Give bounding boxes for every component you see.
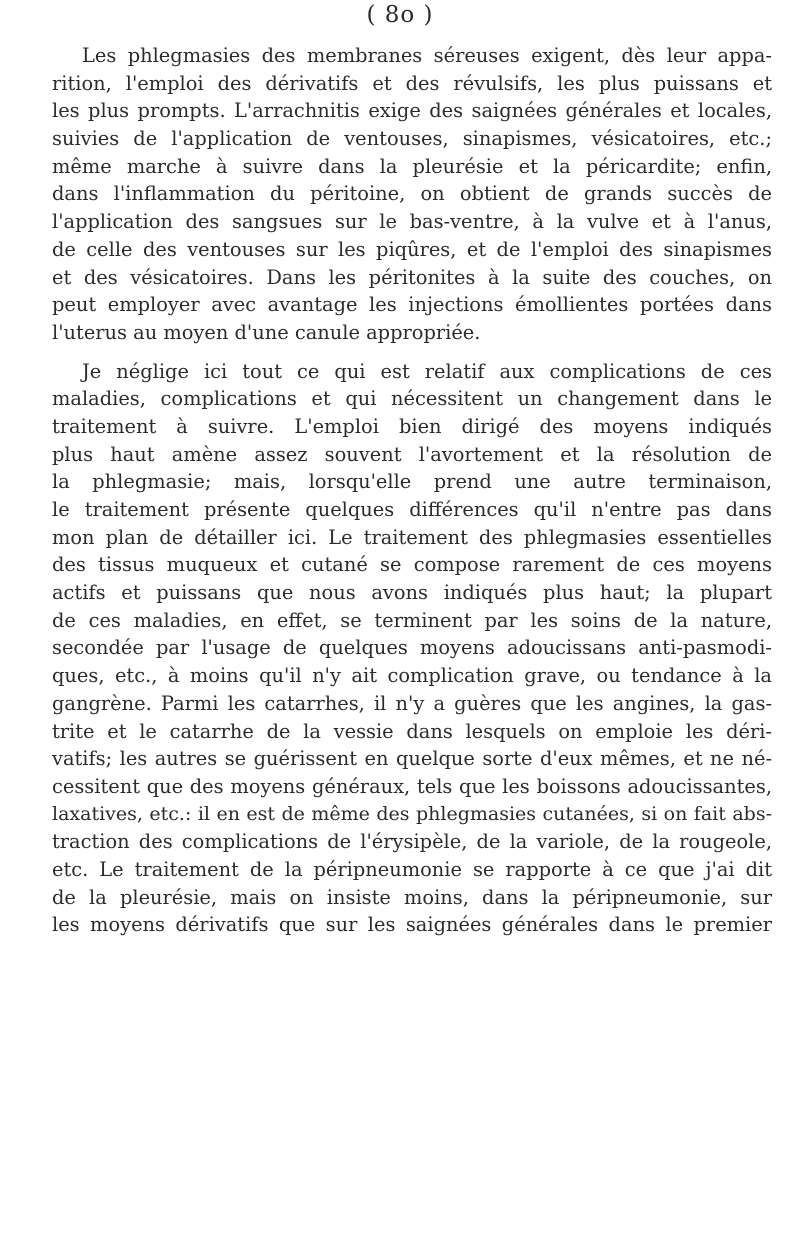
- text-line: peut employer avec avantage les injections émollientes portées dans: [52, 293, 772, 317]
- text-body: [52, 42, 772, 939]
- text-line: maladies, complications et qui nécessitent un changement dans le: [52, 387, 772, 411]
- text-line: même marche à suivre dans la pleurésie et la péricardite; enfin,: [52, 154, 772, 178]
- text-line: vatifs; les autres se guérissent en quelque sorte d'eux mêmes, et ne né-: [52, 747, 772, 771]
- text-line: actifs et puissans que nous avons indiqués plus haut; la plupart: [52, 581, 772, 605]
- text-line: rition, l'emploi des dérivatifs et des révulsifs, les plus puissans et: [52, 71, 772, 95]
- text-line: ques, etc., à moins qu'il n'y ait complication grave, ou tendance à la: [52, 664, 772, 688]
- text-line: suivies de l'application de ventouses, sinapismes, vésicatoires, etc.;: [52, 127, 772, 151]
- text-line: les moyens dérivatifs que sur les saignées générales dans le premier: [52, 913, 772, 937]
- text-line: secondée par l'usage de quelques moyens adoucissans anti-pasmodi-: [52, 636, 772, 660]
- text-line: les plus prompts. L'arrachnitis exige des saignées générales et locales,: [52, 99, 772, 123]
- text-line: traction des complications de l'érysipèle, de la variole, de la rougeole,: [52, 830, 772, 854]
- text-line: de la pleurésie, mais on insiste moins, dans la péripneumonie, sur: [52, 885, 772, 909]
- paragraph-1: [52, 42, 772, 347]
- text-line: des tissus muqueux et cutané se compose rarement de ces moyens: [52, 553, 772, 577]
- text-line: de ces maladies, en effet, se terminent par les soins de la nature,: [52, 608, 772, 632]
- text-line: traitement à suivre. L'emploi bien dirigé des moyens indiqués: [52, 414, 772, 438]
- paragraph-gap: [52, 347, 772, 358]
- text-line: Les phlegmasies des membranes séreuses exigent, dès leur appa-: [82, 44, 772, 67]
- text-line: Je néglige ici tout ce qui est relatif aux complications de ces: [82, 359, 772, 383]
- text-line: de celle des ventouses sur les piqûres, et de l'emploi des sinapismes: [52, 237, 772, 261]
- text-line: et des vésicatoires. Dans les péritonites à la suite des couches, on: [52, 265, 772, 289]
- text-line: trite et le catarrhe de la vessie dans lesquels on emploie les déri-: [52, 719, 772, 743]
- text-line: le traitement présente quelques différences qu'il n'entre pas dans: [52, 498, 772, 521]
- text-line: etc. Le traitement de la péripneumonie se rapporte à ce que j'ai dit: [52, 857, 772, 881]
- text-line: l'uterus au moyen d'une canule appropriée.: [52, 320, 481, 344]
- text-line: dans l'inflammation du péritoine, on obtient de grands succès de: [52, 182, 772, 206]
- text-line: plus haut amène assez souvent l'avortement et la résolution de: [52, 442, 772, 466]
- paragraph-2: [52, 358, 772, 939]
- text-line: l'application des sangsues sur le bas-ventre, à la vulve et à l'anus,: [52, 210, 772, 234]
- text-line: mon plan de détailler ici. Le traitement des phlegmasies essentielles: [52, 525, 772, 549]
- text-line: cessitent que des moyens généraux, tels que les boissons adoucissantes,: [52, 774, 772, 798]
- text-line: gangrène. Parmi les catarrhes, il n'y a guères que les angines, la gas-: [52, 691, 772, 715]
- text-line: la phlegmasie; mais, lorsqu'elle prend une autre terminaison,: [52, 470, 772, 494]
- text-line: laxatives, etc.: il en est de même des phlegmasies cutanées, si on fait abs-: [52, 802, 772, 825]
- page-number: ( 8o ): [366, 2, 434, 28]
